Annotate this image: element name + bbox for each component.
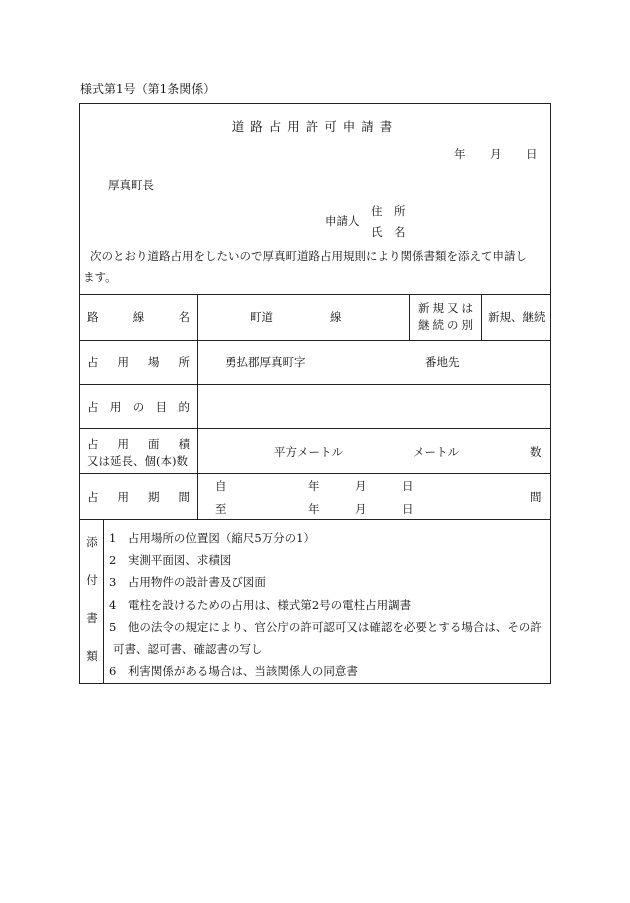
attachment-item-4: 4 電柱を設けるための占用は、様式第2号の電柱占用調書 — [109, 597, 412, 612]
applicant-name-label: 氏 名 — [371, 225, 406, 239]
label-char: 占 — [87, 437, 99, 451]
new-or-continue-line-1: 新規又は — [418, 301, 476, 315]
period-label — [87, 489, 190, 505]
application-form — [79, 103, 551, 684]
route-label — [87, 309, 190, 325]
area-label-line-1 — [87, 436, 190, 452]
label-char: 所 — [178, 355, 190, 369]
label-char: 場 — [148, 355, 160, 369]
statement-line-1: 次のとおり道路占用をしたいので厚真町道路占用規則により関係書類を添えて申請し — [90, 249, 527, 263]
date-day-label: 日 — [526, 147, 538, 161]
period-from-month: 月 — [355, 479, 367, 493]
road-suffix: 線 — [330, 310, 342, 324]
attachment-item-1: 1 占用場所の位置図（縮尺5万分の1） — [109, 531, 315, 545]
form-title: 道路占用許可申請書 — [231, 119, 399, 134]
label-char: 占 — [87, 400, 99, 414]
label-char: 積 — [178, 437, 190, 451]
label-char: 名 — [178, 310, 190, 324]
period-from-day: 日 — [402, 479, 414, 493]
label-char: 占 — [87, 355, 99, 369]
label-char: の — [132, 400, 145, 414]
new-or-continue-label — [418, 300, 476, 334]
label-char: 路 — [87, 310, 99, 324]
label-char: 線 — [132, 310, 145, 324]
attachments-list — [109, 527, 542, 682]
form-number: 様式第1号（第1条関係） — [80, 82, 216, 96]
label-char: 間 — [178, 490, 190, 504]
label-char: 用 — [117, 355, 129, 369]
attachment-item-5-continued: 可書、認可書、確認書の写し — [113, 642, 263, 657]
label-char: 用 — [117, 437, 129, 451]
new-or-continue-line-2: 継続の別 — [418, 318, 476, 332]
date-year-label: 年 — [454, 147, 466, 161]
attachments-label-char: 書 — [86, 611, 98, 625]
period-to-day: 日 — [402, 502, 414, 516]
period-from-year: 年 — [308, 479, 320, 493]
location-prefix: 勇払郡厚真町字 — [225, 355, 306, 369]
area-unit-sqm: 平方メートル — [274, 445, 343, 459]
attachments-label-char: 添 — [86, 535, 98, 549]
purpose-label — [87, 399, 190, 415]
label-char: 目 — [155, 400, 168, 414]
period-to-year: 年 — [308, 502, 320, 516]
attachment-item-5: 5 他の法令の規定により、官公庁の許可認可又は確認を必要とする場合は、その許 — [109, 619, 542, 634]
label-char: 用 — [117, 490, 129, 504]
attachments-label — [82, 534, 102, 664]
label-char: 期 — [148, 490, 160, 504]
period-to: 至 — [215, 502, 227, 516]
area-unit-count: 数 — [530, 445, 542, 459]
date-month-label: 月 — [490, 147, 502, 161]
area-unit-m: メートル — [413, 445, 459, 459]
attachment-item-6: 6 利害関係がある場合は、当該関係人の同意書 — [109, 664, 358, 679]
applicant-address-label: 住 所 — [371, 204, 406, 218]
area-label-line-2: 又は延長、個(本)数 — [87, 454, 188, 468]
label-char: 占 — [87, 490, 99, 504]
attachments-label-char: 類 — [86, 649, 98, 663]
period-to-month: 月 — [355, 502, 367, 516]
location-suffix: 番地先 — [425, 355, 460, 369]
period-from: 自 — [215, 479, 227, 493]
label-char: 的 — [178, 400, 190, 414]
label-char: 面 — [148, 437, 160, 451]
period-duration: 間 — [530, 490, 542, 504]
addressee: 厚真町長 — [108, 178, 154, 192]
new-or-continue-value: 新規、継続 — [488, 310, 546, 324]
attachment-item-3: 3 占用物件の設計書及び図面 — [109, 575, 266, 590]
label-char: 用 — [109, 400, 122, 414]
location-label — [87, 354, 190, 370]
attachments-label-char: 付 — [86, 573, 98, 587]
road-prefix: 町道 — [250, 310, 273, 324]
applicant-label: 申請人 — [325, 214, 360, 228]
attachment-item-2: 2 実測平面図、求積図 — [109, 553, 232, 568]
statement-line-2: ます。 — [83, 270, 117, 284]
